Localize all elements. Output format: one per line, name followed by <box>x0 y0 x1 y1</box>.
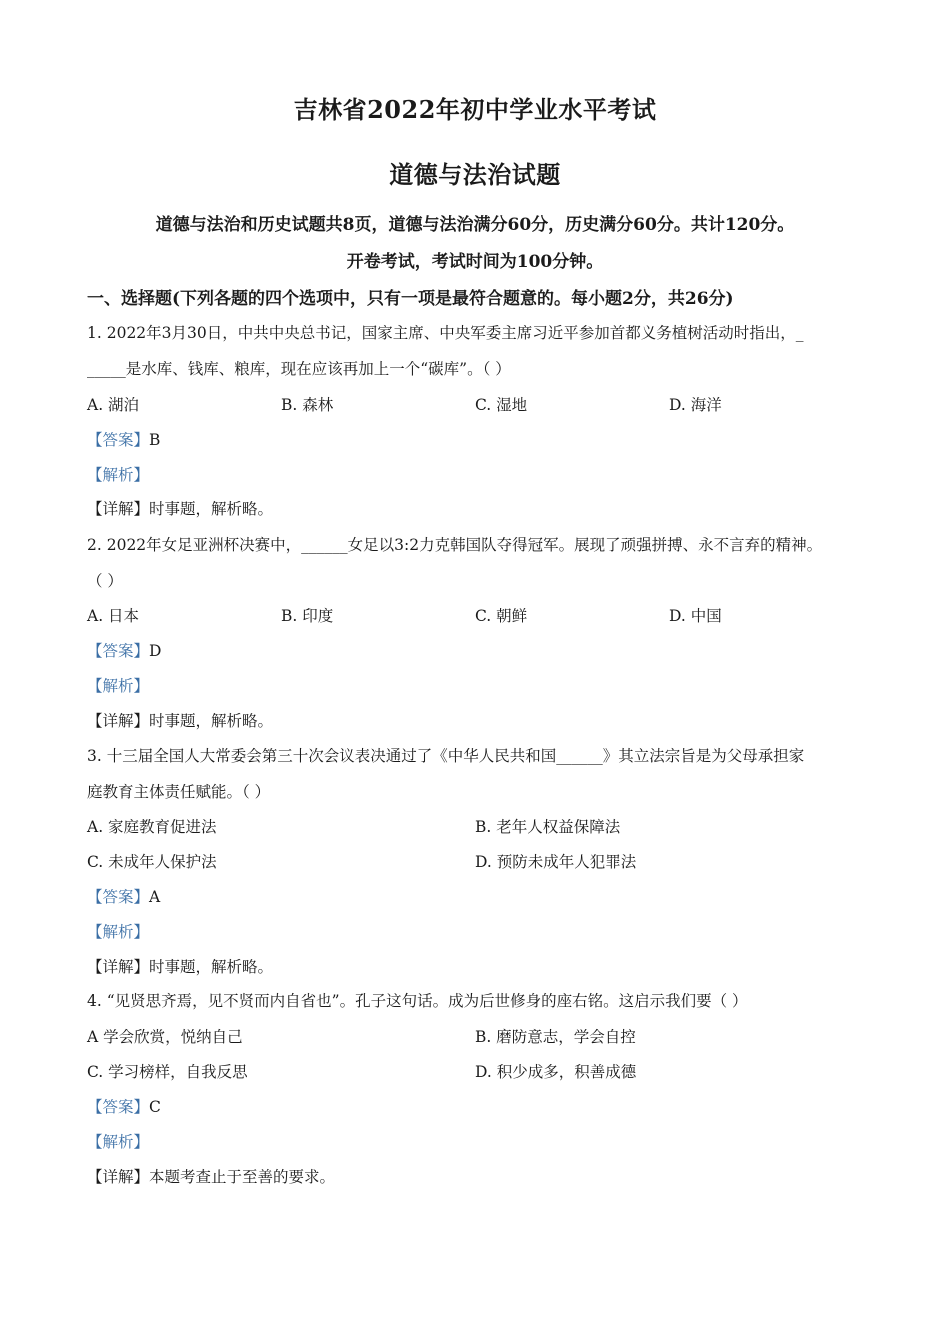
question-2-text-line-2: （ ） <box>87 572 123 590</box>
answer-label: 【答案】 <box>87 888 150 906</box>
answer-value: A <box>149 888 161 906</box>
detail-text: 时事题，解析略。 <box>149 500 274 518</box>
question-4-option-c: C. 学习榜样，自我反思 <box>87 1063 248 1081</box>
question-4-option-a: A 学会欣赏，悦纳自己 <box>87 1028 243 1046</box>
question-3-option-d: D. 预防未成年人犯罪法 <box>475 853 637 871</box>
section-heading: 一、选择题(下列各题的四个选项中，只有一项是最符合题意的。每小题2分，共26分) <box>87 289 734 309</box>
question-1-answer <box>87 428 160 450</box>
question-1-option-a: A. 湖泊 <box>87 396 140 414</box>
question-4-answer <box>87 1095 161 1117</box>
question-1-text-line-1: 1. 2022年3月30日，中共中央总书记，国家主席、中央军委主席习近平参加首都义务植树活动时指出，_ <box>87 324 804 342</box>
question-1-text-line-2: _____是水库、钱库、粮库，现在应该再加上一个“碳库”。（ ） <box>87 360 511 378</box>
question-3-answer <box>87 885 160 907</box>
question-2-option-b: B. 印度 <box>281 607 334 625</box>
question-4-analysis-label: 【解析】 <box>87 1133 150 1151</box>
exam-subtitle: 道德与法治试题 <box>389 160 561 189</box>
exam-info-line-1: 道德与法治和历史试题共8页，道德与法治满分60分，历史满分60分。共计120分。 <box>155 215 795 235</box>
question-2-option-a: A. 日本 <box>87 607 140 625</box>
question-2-detail <box>87 709 273 731</box>
question-1-option-d: D. 海洋 <box>669 396 722 414</box>
question-4-option-b: B. 磨防意志，学会自控 <box>475 1028 636 1046</box>
question-3-text-line-2: 庭教育主体责任赋能。（ ） <box>87 783 271 801</box>
question-4-text-line-1: 4. “见贤思齐焉，见不贤而内自省也”。孔子这句话。成为后世修身的座右铭。这启示我们要（ ） <box>87 992 748 1010</box>
question-3-detail <box>87 955 273 977</box>
question-2-analysis-label: 【解析】 <box>87 677 150 695</box>
question-1-analysis-label: 【解析】 <box>87 466 150 484</box>
question-3-option-b: B. 老年人权益保障法 <box>475 818 621 836</box>
question-2-answer <box>87 639 161 661</box>
detail-label: 【详解】 <box>87 1168 150 1186</box>
question-2-option-d: D. 中国 <box>669 607 722 625</box>
question-3-analysis-label: 【解析】 <box>87 923 150 941</box>
exam-title: 吉林省2022年初中学业水平考试 <box>293 95 657 124</box>
question-1-option-b: B. 森林 <box>281 396 334 414</box>
question-1-option-c: C. 湿地 <box>475 396 528 414</box>
question-1-detail <box>87 497 273 519</box>
question-4-option-d: D. 积少成多，积善成德 <box>475 1063 637 1081</box>
answer-label: 【答案】 <box>87 642 150 660</box>
answer-value: C <box>149 1098 161 1116</box>
detail-text: 本题考查止于至善的要求。 <box>149 1168 336 1186</box>
detail-text: 时事题，解析略。 <box>149 712 274 730</box>
answer-value: D <box>149 642 162 660</box>
answer-label: 【答案】 <box>87 431 150 449</box>
question-2-text-line-1: 2. 2022年女足亚洲杯决赛中，______女足以3:2力克韩国队夺得冠军。展现了顽强拼搏、永不言弃的精神。 <box>87 536 823 554</box>
detail-label: 【详解】 <box>87 712 150 730</box>
detail-text: 时事题，解析略。 <box>149 958 274 976</box>
question-4-detail <box>87 1165 335 1187</box>
question-2-option-c: C. 朝鲜 <box>475 607 528 625</box>
exam-info-line-2: 开卷考试，考试时间为100分钟。 <box>346 252 604 272</box>
question-3-option-a: A. 家庭教育促进法 <box>87 818 217 836</box>
answer-label: 【答案】 <box>87 1098 150 1116</box>
detail-label: 【详解】 <box>87 958 150 976</box>
detail-label: 【详解】 <box>87 500 150 518</box>
question-3-option-c: C. 未成年人保护法 <box>87 853 217 871</box>
answer-value: B <box>149 431 161 449</box>
question-3-text-line-1: 3. 十三届全国人大常委会第三十次会议表决通过了《中华人民共和国______》其立法宗旨是为父母承担家 <box>87 747 805 765</box>
